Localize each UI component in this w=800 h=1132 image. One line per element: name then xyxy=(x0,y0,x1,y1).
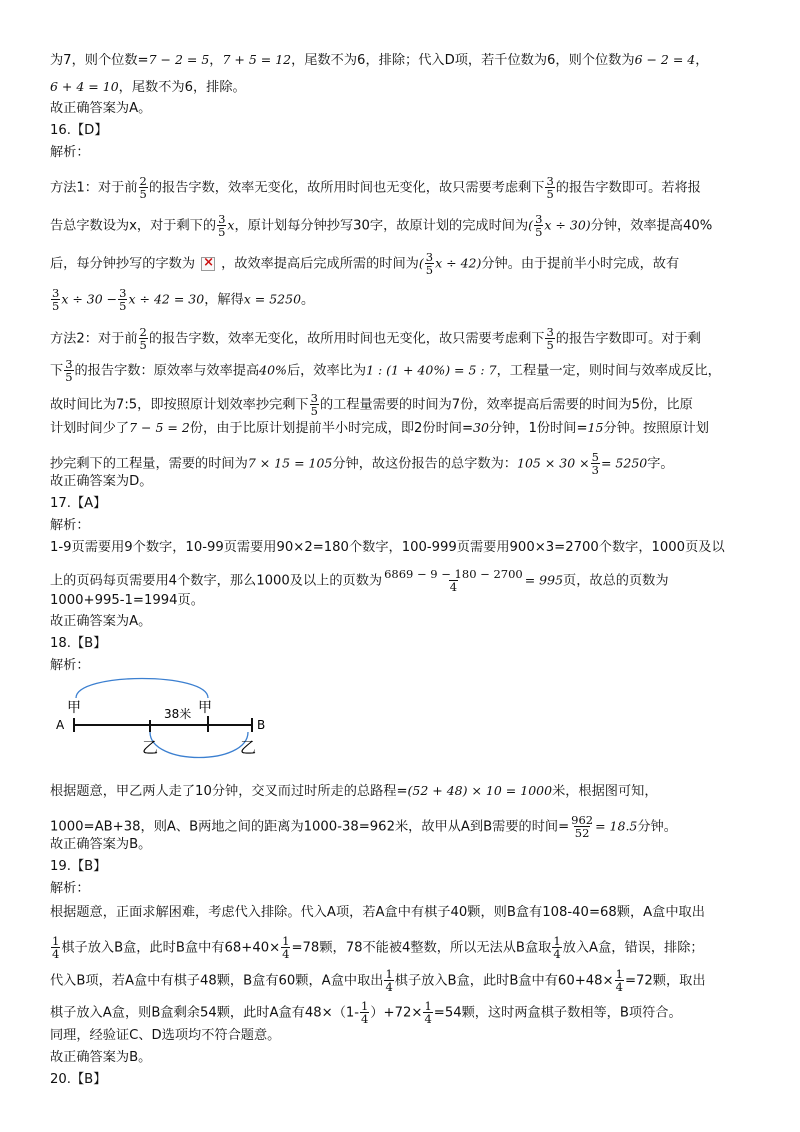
q16-method2-line-4 xyxy=(50,420,770,437)
text: 份，由于比原计划提前半小时完成，即2份时间= xyxy=(189,421,474,436)
text: 页，故总的页数为 xyxy=(563,573,669,589)
text: 告总字数设为x，对于剩下的 xyxy=(50,218,217,234)
math: x = 5250 xyxy=(243,291,302,307)
q16-method1-line-1 xyxy=(50,175,770,200)
math: 7 − 5 = 2 xyxy=(129,420,190,435)
yi-arc xyxy=(150,732,248,758)
fraction: $\frac{3}{5}$ xyxy=(546,174,554,201)
math: 1 : (1 + 40%) = 5 : 7 xyxy=(366,362,497,378)
q15-line-1 xyxy=(50,52,770,69)
q18-analysis-label: 解析： xyxy=(50,658,90,673)
q16-answer: 故正确答案为D。 xyxy=(50,474,153,489)
q16-method1-line-4 xyxy=(50,287,770,312)
text: 的报告字数即可。对于剩 xyxy=(555,331,701,347)
math: 7 × 15 = 105 xyxy=(247,455,333,471)
label-distance: 38米 xyxy=(164,707,192,721)
label-jia-left: 甲 xyxy=(67,700,81,716)
fraction: $\frac{1}{4}$ xyxy=(361,999,369,1026)
q18-answer: 故正确答案为B。 xyxy=(50,837,152,852)
math: x ÷ 30) xyxy=(544,217,591,233)
q16-method2-line-5 xyxy=(50,451,770,476)
fraction: $\frac{1}{4}$ xyxy=(52,934,60,961)
text: ）+72× xyxy=(370,1005,423,1021)
math: ( xyxy=(528,217,534,233)
broken-image-icon xyxy=(201,257,215,271)
text: 棋子放入B盒，此时B盒中有68+40× xyxy=(61,940,281,956)
text: 棋子放入B盒，此时B盒中有60+48× xyxy=(394,973,614,989)
q17-analysis-label: 解析： xyxy=(50,518,90,533)
fraction: $\frac{3}{5}$ xyxy=(425,250,434,277)
math: 7 − 2 = 5 xyxy=(148,52,210,67)
q19-line-5: 同理，经验证C、D选项均不符合题意。 xyxy=(50,1028,281,1043)
q16-analysis-label: 解析： xyxy=(50,145,90,160)
text: 的报告字数：原效率与效率提高 xyxy=(74,363,260,379)
label-b: B xyxy=(257,718,266,732)
text: 分钟，效率提高40% xyxy=(590,218,713,234)
math: x ÷ 30 − xyxy=(61,291,118,307)
fraction: $\frac{1}{4}$ xyxy=(385,967,393,994)
text: ，解得 xyxy=(204,292,244,308)
fraction: $\frac{962}{52}$ xyxy=(571,813,594,840)
fraction: $\frac{1}{4}$ xyxy=(424,999,432,1026)
q17-answer: 故正确答案为A。 xyxy=(50,614,152,629)
q16-method1-line-2 xyxy=(50,213,770,238)
q19-heading: 19.【B】 xyxy=(50,859,107,874)
text: ，工程量一定，则时间与效率成反比， xyxy=(496,363,721,379)
fraction: $\frac{3}{5}$ xyxy=(218,212,226,239)
q18-line-1 xyxy=(50,783,770,800)
q16-method1-line-3 xyxy=(50,251,770,276)
q19-line-4 xyxy=(50,1000,770,1025)
meeting-diagram xyxy=(50,676,280,776)
math: x ÷ 42) xyxy=(435,255,482,271)
label-yi-right: 乙 xyxy=(240,738,257,757)
math: 40% xyxy=(259,362,287,378)
q17-line-1: 1-9页需要用9个数字，10-99页需要用90×2=180个数字，100-999页需要用900×3=2700个数字，1000页及以 xyxy=(50,540,725,555)
text: 分钟。 xyxy=(637,819,677,835)
q16-heading: 16.【D】 xyxy=(50,123,108,138)
fraction: $\frac{1}{4}$ xyxy=(615,967,623,994)
text: 的工程量需要的时间为7份，效率提高后需要的时间为5份，比原 xyxy=(319,397,693,413)
fraction: $\frac{6869 - 9 - 180 - 2700}{4}$ xyxy=(384,567,523,594)
math: x ÷ 42 = 30 xyxy=(128,291,205,307)
text: ，尾数不为6，排除。 xyxy=(118,80,246,95)
fraction: $\frac{1}{4}$ xyxy=(553,934,561,961)
q17-line-2 xyxy=(50,568,770,593)
text: 放入A盒，错误，排除； xyxy=(562,940,704,956)
q19-analysis-label: 解析： xyxy=(50,881,90,896)
text: 故时间比为7:5，即按照原计划效率抄完剩下 xyxy=(50,397,309,413)
fraction: $\frac{3}{5}$ xyxy=(119,286,127,313)
q17-line-3: 1000+995-1=1994页。 xyxy=(50,593,204,608)
fraction: $\frac{3}{5}$ xyxy=(546,325,554,352)
text: 为7，则个位数= xyxy=(50,53,149,68)
q19-line-2 xyxy=(50,935,770,960)
text: 。 xyxy=(301,292,315,308)
text: 后，每分钟抄写的字数为 xyxy=(50,256,196,272)
q15-answer: 故正确答案为A。 xyxy=(50,101,152,116)
math: 6 − 2 = 4 xyxy=(634,52,696,67)
math: = 5250 xyxy=(600,455,648,471)
math: = 18.5 xyxy=(595,818,638,834)
text: 分钟。由于提前半小时完成，故有 xyxy=(481,256,680,272)
fraction: $\frac{3}{5}$ xyxy=(52,286,60,313)
text: ，尾数不为6，排除；代入D项，若千位数为6，则个位数为 xyxy=(291,53,635,68)
text: 分钟。按照原计划 xyxy=(603,421,709,436)
text: 抄完剩下的工程量，需要的时间为 xyxy=(50,456,248,472)
q20-heading: 20.【B】 xyxy=(50,1072,107,1087)
fraction: $\frac{2}{5}$ xyxy=(139,325,147,352)
text: 方法2：对于前 xyxy=(50,331,138,347)
text: ，故效率提高后完成所需的时间为 xyxy=(221,256,419,272)
text: 上的页码每页需要用4个数字，那么1000及以上的页数为 xyxy=(50,573,383,589)
fraction: $\frac{5}{3}$ xyxy=(591,450,599,477)
text: 棋子放入A盒，则B盒剩余54颗，此时A盒有48×（1- xyxy=(50,1005,360,1021)
label-a: A xyxy=(56,718,65,732)
text: 字。 xyxy=(647,456,674,472)
fraction: $\frac{3}{5}$ xyxy=(65,357,73,384)
q17-heading: 17.【A】 xyxy=(50,496,107,511)
text: ，原计划每分钟抄写30字，故原计划的完成时间为 xyxy=(234,218,529,234)
q16-method2-line-1 xyxy=(50,326,770,351)
text: 后，效率比为 xyxy=(286,363,367,379)
text: =72颗，取出 xyxy=(624,973,706,989)
math: x xyxy=(227,217,235,233)
text: 分钟，1份时间= xyxy=(488,421,588,436)
text: 分钟，故这份报告的总字数为： xyxy=(332,456,517,472)
fraction: $\frac{2}{5}$ xyxy=(139,174,147,201)
q15-line-2 xyxy=(50,79,770,96)
text: =54颗，这时两盒棋子数相等，B项符合。 xyxy=(433,1005,682,1021)
text: =78颗，78不能被4整数，所以无法从B盒取 xyxy=(291,940,552,956)
fraction: $\frac{1}{4}$ xyxy=(282,934,290,961)
text: 的报告字数，效率无变化，故所用时间也无变化，故只需要考虑剩下 xyxy=(148,180,545,196)
q19-line-3 xyxy=(50,968,770,993)
label-yi-left: 乙 xyxy=(142,738,159,757)
text: 根据题意，甲乙两人走了10分钟，交叉而过时所走的总路程= xyxy=(50,784,408,799)
text: 方法1：对于前 xyxy=(50,180,138,196)
text: ， xyxy=(209,53,223,68)
math: 105 × 30 × xyxy=(517,455,590,471)
q18-line-2 xyxy=(50,814,770,839)
math: 30 xyxy=(473,420,489,435)
text: 米，根据图可知， xyxy=(552,784,658,799)
math: ( xyxy=(418,255,424,271)
text: 1000=AB+38，则A、B两地之间的距离为1000-38=962米，故甲从A到B需要的时间= xyxy=(50,819,570,835)
q16-method2-line-3 xyxy=(50,392,770,417)
q19-line-1: 根据题意，正面求解困难，考虑代入排除。代入A项，若A盒中有棋子40颗，则B盒有108-40=68颗，A盒中取出 xyxy=(50,905,705,920)
q18-heading: 18.【B】 xyxy=(50,636,107,651)
jia-arc xyxy=(76,679,208,699)
math: 7 + 5 = 12 xyxy=(222,52,292,67)
math: 15 xyxy=(587,420,604,435)
math: = 995 xyxy=(524,572,564,588)
text: 的报告字数即可。若将报 xyxy=(555,180,701,196)
math: 6 + 4 = 10 xyxy=(50,79,119,94)
q16-method2-line-2 xyxy=(50,358,770,383)
q19-answer: 故正确答案为B。 xyxy=(50,1050,152,1065)
text: 代入B项，若A盒中有棋子48颗，B盒有60颗，A盒中取出 xyxy=(50,973,384,989)
text: 下 xyxy=(50,363,64,379)
text: 的报告字数，效率无变化，故所用时间也无变化，故只需要考虑剩下 xyxy=(148,331,545,347)
fraction: $\frac{3}{5}$ xyxy=(535,212,543,239)
fraction: $\frac{3}{5}$ xyxy=(310,391,318,418)
text: ， xyxy=(695,53,709,68)
label-jia-right: 甲 xyxy=(198,700,212,716)
math: (52 + 48) × 10 = 1000 xyxy=(407,783,553,798)
text: 计划时间少了 xyxy=(50,421,130,436)
